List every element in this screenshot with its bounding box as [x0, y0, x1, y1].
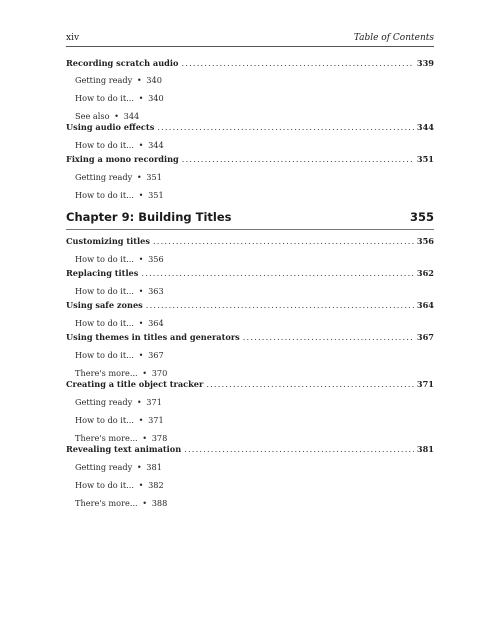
toc-subentry-page: 344: [123, 111, 140, 121]
toc-subentry-title: There's more...: [75, 368, 138, 378]
toc-subentry[interactable]: [75, 190, 164, 200]
toc-section-revealing-text-animation[interactable]: [66, 444, 434, 458]
bullet-separator: •: [138, 286, 144, 296]
toc-subentry-page: 381: [146, 462, 162, 472]
chapter-heading[interactable]: [66, 210, 434, 230]
toc-section-title: Creating a title object tracker: [66, 379, 204, 389]
toc-subentry[interactable]: [75, 318, 164, 328]
toc-subentry[interactable]: [75, 415, 164, 425]
bullet-separator: •: [138, 318, 144, 328]
toc-subentry-page: 344: [148, 140, 164, 150]
toc-subentry[interactable]: [75, 498, 167, 508]
bullet-separator: •: [138, 140, 144, 150]
toc-section-title: Revealing text animation: [66, 444, 182, 454]
toc-subentry[interactable]: [75, 433, 167, 443]
toc-section-title: Using themes in titles and generators: [66, 332, 240, 342]
toc-subentry-page: 370: [151, 368, 168, 378]
toc-subentry-page: 363: [148, 286, 164, 296]
bullet-separator: •: [138, 480, 144, 490]
dot-leader: [153, 236, 414, 246]
toc-section-using-safe-zones[interactable]: [66, 300, 434, 314]
toc-subentry-title: Getting ready: [75, 75, 133, 85]
toc-subentry-page: 351: [146, 172, 162, 182]
toc-subentry[interactable]: [75, 350, 164, 360]
toc-subentry-page: 378: [151, 433, 168, 443]
bullet-separator: •: [142, 433, 148, 443]
toc-subentry-title: How to do it...: [75, 480, 134, 490]
toc-subentry-title: How to do it...: [75, 190, 134, 200]
toc-subentry[interactable]: [75, 368, 167, 378]
running-head: [66, 31, 434, 45]
toc-section-title-object-tracker[interactable]: [66, 379, 434, 393]
toc-subentry[interactable]: [75, 480, 164, 490]
dot-leader: [181, 58, 413, 68]
toc-subentry-page: 367: [148, 350, 164, 360]
toc-subentry-page: 356: [148, 254, 164, 264]
toc-subentry[interactable]: [75, 462, 162, 472]
toc-subentry[interactable]: [75, 172, 162, 182]
dot-leader: [182, 154, 414, 164]
toc-page-number: 356: [416, 236, 434, 246]
toc-subentry[interactable]: [75, 75, 162, 85]
chapter-rule: [66, 229, 434, 230]
toc-subentry[interactable]: [75, 397, 162, 407]
running-head-title: Table of Contents: [353, 33, 434, 43]
toc-subentry-page: 382: [148, 480, 164, 490]
toc-subentry-title: How to do it...: [75, 286, 134, 296]
toc-subentry-page: 351: [148, 190, 164, 200]
dot-leader: [184, 444, 414, 454]
toc-section-using-audio-effects[interactable]: [66, 122, 434, 136]
toc-subentry[interactable]: [75, 93, 164, 103]
header-rule: [66, 46, 434, 47]
toc-subentry[interactable]: [75, 140, 164, 150]
toc-subentry-title: Getting ready: [75, 172, 133, 182]
toc-section-title: Customizing titles: [66, 236, 150, 246]
dot-leader: [206, 379, 414, 389]
dot-leader: [141, 268, 414, 278]
toc-subentry-title: Getting ready: [75, 462, 133, 472]
toc-subentry-page: 340: [148, 93, 164, 103]
bullet-separator: •: [142, 498, 148, 508]
toc-subentry-title: How to do it...: [75, 140, 134, 150]
toc-subentry-page: 364: [148, 318, 164, 328]
bullet-separator: •: [136, 75, 142, 85]
toc-subentry-title: How to do it...: [75, 415, 134, 425]
toc-section-title: Fixing a mono recording: [66, 154, 179, 164]
toc-subentry-page: 371: [148, 415, 164, 425]
toc-page-number: 367: [416, 332, 434, 342]
toc-subentry-title: How to do it...: [75, 254, 134, 264]
toc-page-number: 339: [416, 58, 434, 68]
bullet-separator: •: [138, 415, 144, 425]
toc-page-number: 344: [416, 122, 434, 132]
dot-leader: [146, 300, 414, 310]
toc-subentry-title: There's more...: [75, 433, 138, 443]
toc-page-number: 351: [416, 154, 434, 164]
toc-section-title: Using audio effects: [66, 122, 155, 132]
toc-section-fixing-mono-recording[interactable]: [66, 154, 434, 168]
toc-subentry[interactable]: [75, 286, 164, 296]
bullet-separator: •: [114, 111, 119, 121]
toc-subentry-page: 371: [146, 397, 162, 407]
bullet-separator: •: [138, 350, 144, 360]
toc-subentry-title: How to do it...: [75, 318, 134, 328]
toc-subentry-page: 388: [151, 498, 168, 508]
toc-subentry-title: Getting ready: [75, 397, 133, 407]
bullet-separator: •: [136, 172, 142, 182]
toc-section-recording-scratch-audio[interactable]: [66, 58, 434, 72]
toc-section-title: Recording scratch audio: [66, 58, 179, 68]
toc-page-number: 381: [416, 444, 434, 454]
toc-section-replacing-titles[interactable]: [66, 268, 434, 282]
bullet-separator: •: [136, 462, 142, 472]
toc-subentry-title: There's more...: [75, 498, 138, 508]
bullet-separator: •: [136, 397, 142, 407]
toc-subentry[interactable]: [75, 254, 164, 264]
toc-subentry-title: See also: [75, 111, 110, 121]
toc-subentry-title: How to do it...: [75, 93, 134, 103]
toc-section-using-themes[interactable]: [66, 332, 434, 346]
bullet-separator: •: [142, 368, 148, 378]
dot-leader: [157, 122, 414, 132]
toc-page-number: 362: [416, 268, 434, 278]
toc-subentry-page: 340: [146, 75, 162, 85]
toc-section-customizing-titles[interactable]: [66, 236, 434, 250]
bullet-separator: •: [138, 190, 144, 200]
toc-section-title: Replacing titles: [66, 268, 139, 278]
chapter-title: Chapter 9: Building Titles: [66, 210, 232, 224]
chapter-page-number: 355: [409, 210, 434, 224]
toc-subentry[interactable]: [75, 111, 139, 121]
toc-page-number: 364: [416, 300, 434, 310]
toc-section-title: Using safe zones: [66, 300, 143, 310]
toc-page-number: 371: [416, 379, 434, 389]
bullet-separator: •: [138, 254, 144, 264]
toc-subentry-title: How to do it...: [75, 350, 134, 360]
page-number-roman: xiv: [66, 33, 80, 43]
dot-leader: [243, 332, 414, 342]
bullet-separator: •: [138, 93, 144, 103]
